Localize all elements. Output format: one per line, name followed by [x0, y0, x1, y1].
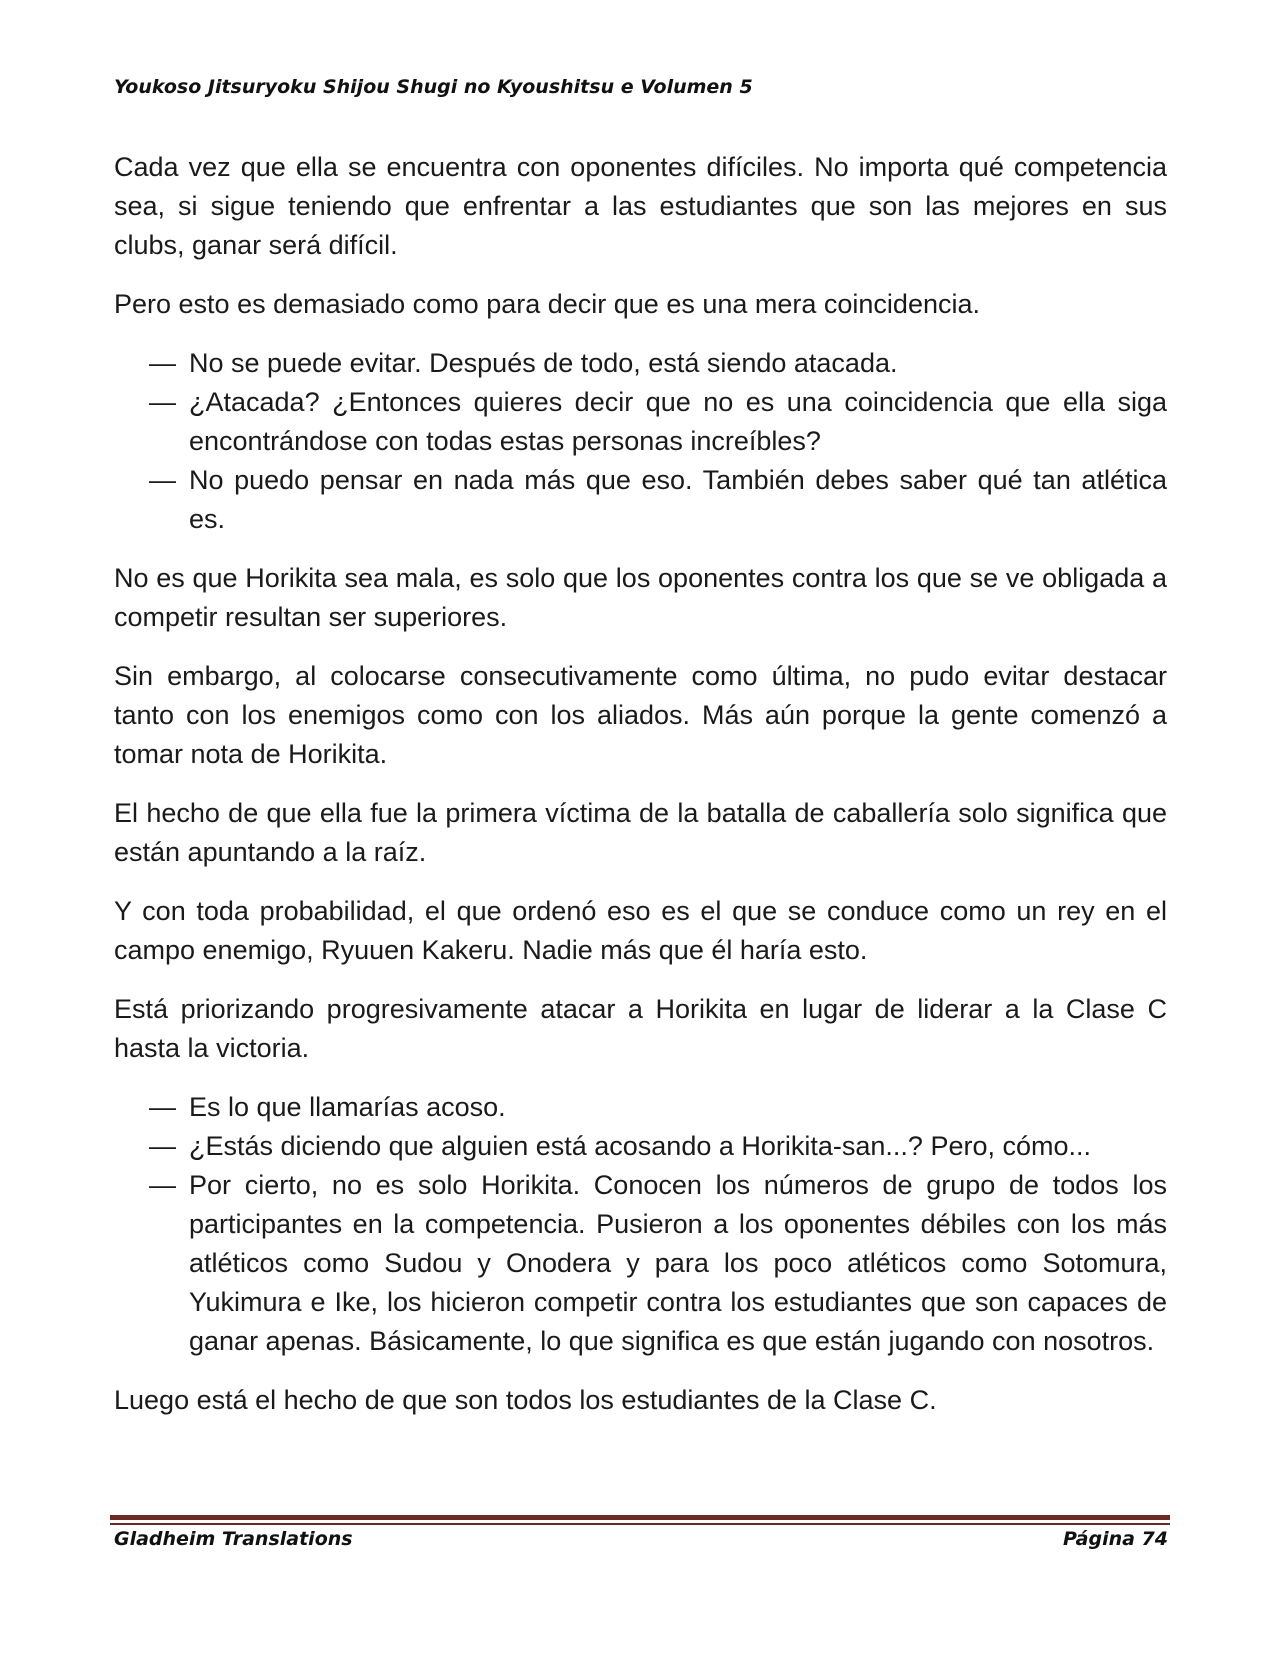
paragraph: Está priorizando progresivamente atacar a Horikita en lugar de liderar a la Clase C hasta la victoria. — [114, 994, 1167, 1063]
page-number: Página 74 — [1062, 1528, 1168, 1550]
paragraph: No es que Horikita sea mala, es solo que los oponentes contra los que se ve obligada a competir resultan ser superiores. — [114, 563, 1167, 632]
dash-mark: — — [149, 348, 176, 378]
dialogue-text: ¿Atacada? ¿Entonces quieres decir que no es una coincidencia que ella siga encontrándose con todas estas personas increíbles? — [189, 387, 1167, 456]
dialogue-line — [149, 383, 1167, 461]
dash-mark: — — [149, 387, 176, 417]
running-header: Youkoso Jitsuryoku Shijou Shugi no Kyoushitsu e Volumen 5 — [114, 76, 753, 98]
paragraph: Sin embargo, al colocarse consecutivamente como última, no pudo evitar destacar tanto con los enemigos como con los aliados. Más aún porque la gente comenzó a tomar nota de Horikita. — [114, 661, 1167, 769]
dash-mark: — — [149, 1131, 176, 1161]
dialogue-text: Es lo que llamarías acoso. — [189, 1092, 506, 1122]
footer-divider-thin — [110, 1523, 1170, 1525]
page-body — [114, 148, 1167, 1440]
dialogue-block — [114, 344, 1167, 539]
dialogue-line — [149, 1127, 1167, 1166]
paragraph: Luego está el hecho de que son todos los estudiantes de la Clase C. — [114, 1385, 937, 1415]
dialogue-text: No se puede evitar. Después de todo, está siendo atacada. — [189, 348, 898, 378]
dialogue-text: Por cierto, no es solo Horikita. Conocen los números de grupo de todos los participantes en la competencia. Pusieron a los oponentes débiles con los más atléticos como Sudou y Onodera y para los poco atléticos como Sotomura, Yukimura e Ike, los hicieron competir contra los estudiantes que son capaces de ganar apenas. Básicamente, lo que significa es que están jugando con nosotros. — [189, 1170, 1167, 1356]
dash-mark: — — [149, 465, 176, 495]
dialogue-line — [149, 1166, 1167, 1361]
dash-mark: — — [149, 1092, 176, 1122]
paragraph: Y con toda probabilidad, el que ordenó eso es el que se conduce como un rey en el campo enemigo, Ryuuen Kakeru. Nadie más que él haría esto. — [114, 896, 1167, 965]
paragraph: Cada vez que ella se encuentra con oponentes difíciles. No importa qué competencia sea, si sigue teniendo que enfrentar a las estudiantes que son las mejores en sus clubs, ganar será difícil. — [114, 152, 1167, 260]
dialogue-line — [149, 344, 1167, 383]
footer-divider — [110, 1515, 1170, 1520]
paragraph: Pero esto es demasiado como para decir que es una mera coincidencia. — [114, 289, 980, 319]
dialogue-text: ¿Estás diciendo que alguien está acosando a Horikita-san...? Pero, cómo... — [189, 1131, 1092, 1161]
dialogue-text: No puedo pensar en nada más que eso. También debes saber qué tan atlética es. — [189, 465, 1167, 534]
dialogue-line — [149, 1088, 1167, 1127]
dialogue-line — [149, 461, 1167, 539]
dash-mark: — — [149, 1170, 176, 1200]
dialogue-block — [114, 1088, 1167, 1361]
footer-credit: Gladheim Translations — [114, 1528, 353, 1550]
paragraph: El hecho de que ella fue la primera víctima de la batalla de caballería solo significa que están apuntando a la raíz. — [114, 798, 1167, 867]
